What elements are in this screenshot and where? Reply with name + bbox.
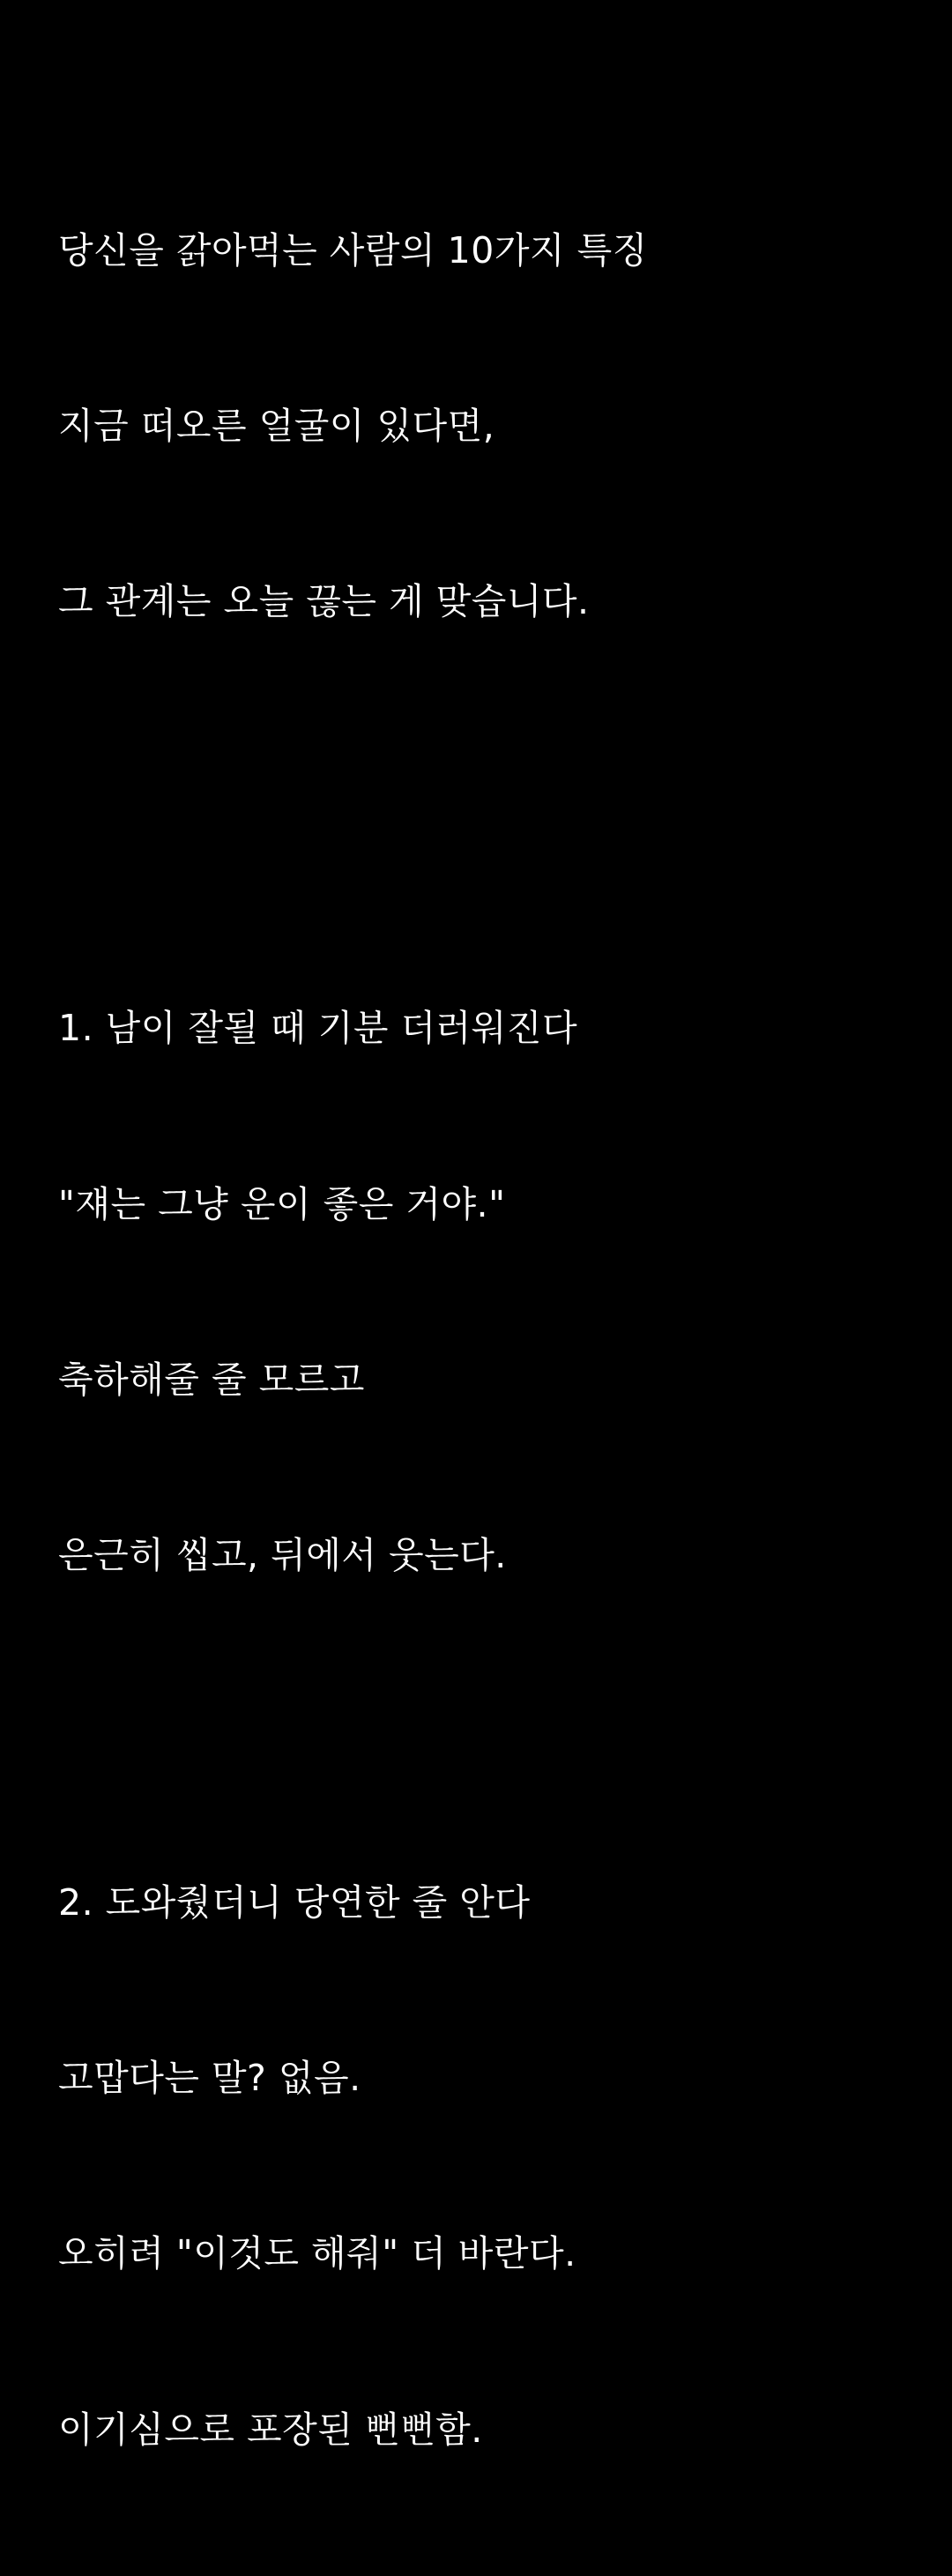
- list-item-1-title: 남이 잘될 때 기분 더러워진다: [105, 1007, 578, 1050]
- list-item-2-line-3: 이기심으로 포장된 뻔뻔함.: [58, 2408, 483, 2451]
- list-item-2-number: 2.: [58, 1880, 94, 1924]
- list-item-2-heading: [58, 1873, 899, 1932]
- intro-line-2: 지금 떠오른 얼굴이 있다면,: [58, 405, 495, 448]
- list-item-1-line-2: 축하해줄 줄 모르고: [58, 1358, 365, 1401]
- list-item-1-number: 1.: [58, 1007, 94, 1050]
- list-item-2-line-2: 오히려 "이것도 해줘" 더 바란다.: [58, 2232, 576, 2275]
- list-item-1-heading: [58, 999, 899, 1057]
- item-spacer: [58, 1701, 899, 1756]
- list-item-1-line-1: "쟤는 그냥 운이 좋은 거야.": [58, 1182, 506, 1225]
- list-item-2-title: 도와줬더니 당연한 줄 안다: [105, 1880, 531, 1924]
- intro-block: [58, 104, 899, 748]
- list-item-2: [58, 1756, 899, 2576]
- list-item-2-line-1: 고맙다는 말? 없음.: [58, 2057, 361, 2100]
- list-item-1: [58, 882, 899, 1701]
- intro-spacer: [58, 748, 899, 882]
- list-item-1-line-3: 은근히 씹고, 뒤에서 웃는다.: [58, 1533, 507, 1576]
- intro-line-3: 그 관계는 오늘 끊는 게 맞습니다.: [58, 580, 590, 623]
- intro-line-1: 당신을 갉아먹는 사람의 10가지 특징: [58, 228, 648, 272]
